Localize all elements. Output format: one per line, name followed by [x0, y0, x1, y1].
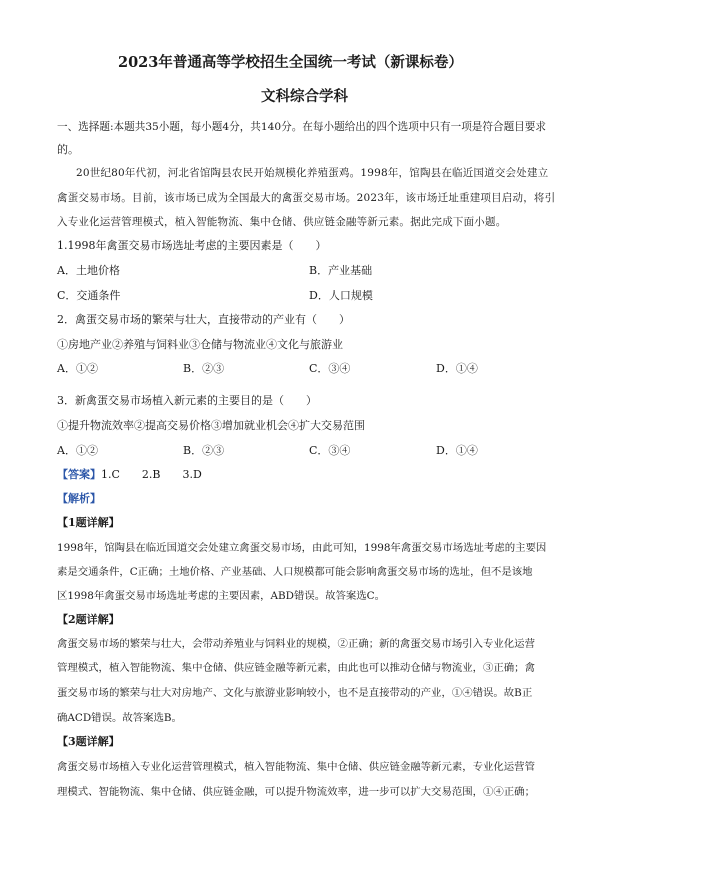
detail-2-line4: 确ACD错误。故答案选B。 [57, 712, 182, 724]
question-3-option-a: A．①② [57, 444, 98, 457]
question-2-stem: 2．禽蛋交易市场的繁荣与壮大，直接带动的产业有（ ） [57, 313, 350, 326]
detail-3-line1: 禽蛋交易市场植入专业化运营管理模式，植入智能物流、集中仓储、供应链金融等新元素，专业化运营管 [57, 761, 535, 773]
detail-1-line3: 区1998年禽蛋交易市场选址考虑的主要因素，ABD错误。故答案选C。 [57, 590, 386, 602]
question-2-option-b: B．②③ [183, 362, 225, 375]
detail-1-label: 【1题详解】 [57, 516, 120, 529]
detail-3-label: 【3题详解】 [57, 735, 120, 748]
question-2-option-a: A．①② [57, 362, 98, 375]
question-2-option-d: D．①④ [436, 362, 478, 375]
page-title: 2023年普通高等学校招生全国统一考试（新课标卷） [118, 54, 463, 71]
question-3-option-c: C．③④ [309, 444, 351, 457]
question-2-statements: ①房地产业②养殖与饲料业③仓储与物流业④文化与旅游业 [57, 338, 343, 351]
detail-1-line2: 素是交通条件，C正确；土地价格、产业基础、人口规模都可能会影响禽蛋交易市场的选址，但不是该地 [57, 566, 533, 578]
detail-2-line2: 管理模式，植入智能物流、集中仓储、供应链金融等新元素，由此也可以推动仓储与物流业，③正确；禽 [57, 662, 535, 674]
analysis-label: 【解析】 [57, 492, 101, 505]
question-2-option-c: C．③④ [309, 362, 351, 375]
question-1-option-b: B．产业基础 [309, 264, 373, 277]
section-instruction-line2: 的。 [57, 143, 79, 156]
page-subtitle: 文科综合学科 [261, 88, 348, 105]
detail-1-line1: 1998年，馆陶县在临近国道交会处建立禽蛋交易市场，由此可知，1998年禽蛋交易市场选址考虑的主要因 [57, 542, 547, 554]
answer-line [57, 468, 202, 482]
question-1-option-a: A．土地价格 [57, 264, 120, 277]
detail-3-line2: 理模式、智能物流、集中仓储、供应链金融，可以提升物流效率，进一步可以扩大交易范围，①④正确； [57, 786, 535, 798]
detail-2-line3: 蛋交易市场的繁荣与壮大对房地产、文化与旅游业影响较小，也不是直接带动的产业，①④错误。故B正 [57, 687, 533, 699]
passage-line3: 入专业化运营管理模式，植入智能物流、集中仓储、供应链金融等新元素。据此完成下面小题。 [57, 216, 507, 228]
question-3-statements: ①提升物流效率②提高交易价格③增加就业机会④扩大交易范围 [57, 419, 365, 432]
question-1-option-d: D．人口规模 [309, 289, 373, 302]
answer-label: 【答案】 [57, 468, 101, 481]
question-1-stem: 1.1998年禽蛋交易市场选址考虑的主要因素是（ ） [57, 239, 327, 252]
question-1-option-c: C．交通条件 [57, 289, 121, 302]
question-3-option-b: B．②③ [183, 444, 225, 457]
question-3-option-d: D．①④ [436, 444, 478, 457]
question-3-stem: 3．新禽蛋交易市场植入新元素的主要目的是（ ） [57, 394, 317, 407]
passage-line1: 20世纪80年代初，河北省馆陶县农民开始规模化养殖蛋鸡。1998年，馆陶县在临近国道交会处建立 [76, 167, 549, 179]
detail-2-line1: 禽蛋交易市场的繁荣与壮大，会带动养殖业与饲料业的规模，②正确；新的禽蛋交易市场引入专业化运营 [57, 638, 535, 650]
passage-line2: 禽蛋交易市场。目前，该市场已成为全国最大的禽蛋交易市场。2023年，该市场迁址重建项目启动，将引 [57, 192, 556, 204]
answer-text: 1.C 2.B 3.D [101, 468, 202, 481]
section-instruction-line1: 一、选择题:本题共35小题，每小题4分，共140分。在每小题给出的四个选项中只有一项是符合题目要求 [57, 121, 546, 133]
detail-2-label: 【2题详解】 [57, 613, 120, 626]
